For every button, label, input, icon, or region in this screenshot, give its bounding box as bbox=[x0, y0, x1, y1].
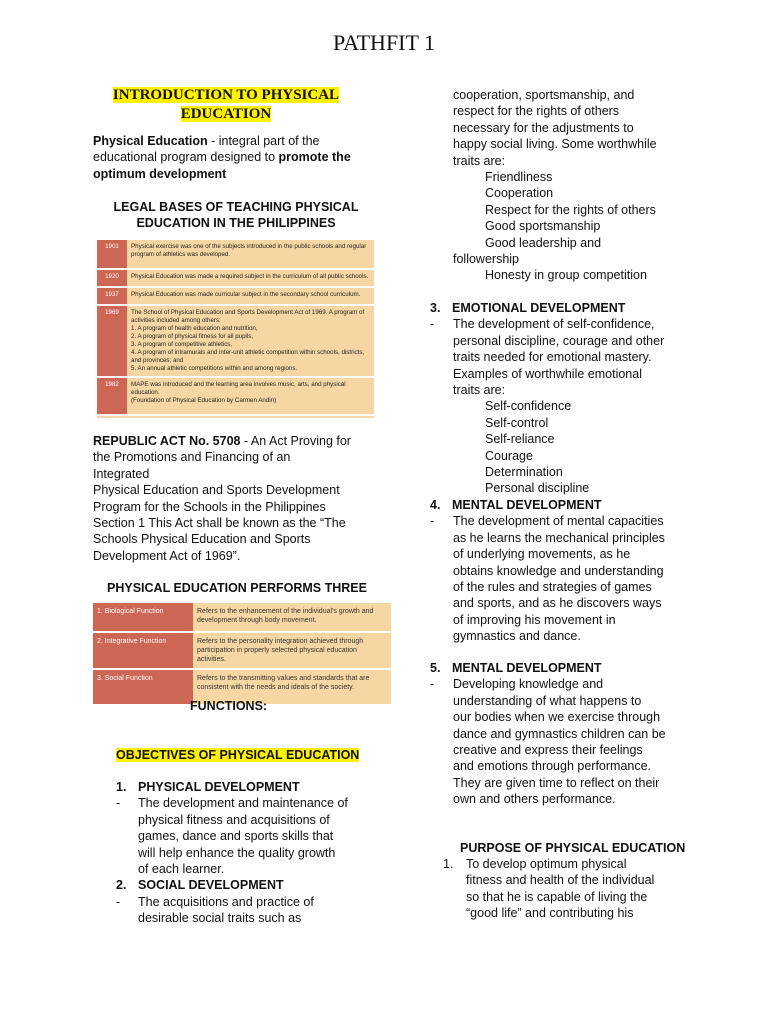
social-trait-wrap: followership bbox=[453, 252, 520, 267]
emotional-trait: Self-control bbox=[485, 415, 549, 430]
pe-def-bold: promote the optimum development bbox=[93, 150, 351, 181]
legal-year: 1901 bbox=[97, 240, 127, 269]
objective-line: physical fitness and acquisitions of bbox=[138, 812, 330, 827]
objective-emotional bbox=[430, 300, 720, 645]
emotional-trait: Self-confidence bbox=[485, 399, 572, 414]
ra-title: REPUBLIC ACT No. 5708 bbox=[93, 434, 241, 448]
legal-text-block bbox=[127, 377, 374, 415]
objective-line: traits are: bbox=[453, 383, 506, 398]
objective-number: 3. bbox=[430, 301, 441, 315]
legal-text: Physical Education was made curricular subject in the secondary school curriculum. bbox=[127, 287, 374, 305]
function-row bbox=[93, 603, 391, 632]
pe-definition bbox=[93, 133, 353, 182]
ra-line: Schools Physical Education and Sports bbox=[93, 532, 311, 547]
objective-line: The development of mental capacities bbox=[453, 514, 664, 529]
objective-line: dance and gymnastics children can be bbox=[453, 726, 666, 741]
pe-term: Physical Education bbox=[93, 134, 208, 148]
objective-line: and sports, and as he discovers ways bbox=[453, 596, 662, 611]
functions-table bbox=[93, 603, 391, 706]
objective-number: 2. bbox=[116, 878, 127, 893]
functions-label: FUNCTIONS: bbox=[190, 699, 268, 713]
purpose-line: fitness and health of the individual bbox=[466, 873, 655, 888]
ra-line-1 bbox=[93, 433, 368, 449]
legal-year: 1969 bbox=[97, 305, 127, 377]
objective-line: and emotions through performance. bbox=[453, 759, 652, 774]
republic-act bbox=[93, 433, 368, 564]
objective-line: of underlying movements, as he bbox=[453, 547, 631, 562]
social-line: necessary for the adjustments to bbox=[453, 120, 634, 135]
dash-bullet: - bbox=[430, 677, 435, 692]
objective-line: Examples of worthwhile emotional bbox=[453, 366, 642, 381]
objectives-heading bbox=[116, 747, 359, 763]
objective-line: of each learner. bbox=[138, 862, 225, 877]
objective-line: gymnastics and dance. bbox=[453, 629, 581, 644]
legal-row-1920 bbox=[97, 269, 374, 287]
ra-line: Development Act of 1969”. bbox=[93, 548, 241, 563]
legal-year: 1937 bbox=[97, 287, 127, 305]
legal-row-1969 bbox=[97, 305, 374, 377]
objective-line: personal discipline, courage and other bbox=[453, 333, 665, 348]
page-title: PATHFIT 1 bbox=[332, 30, 436, 55]
objective-line: our bodies when we exercise through bbox=[453, 710, 661, 725]
objective-line: The development of self-confidence, bbox=[453, 317, 655, 332]
legal-row-1982 bbox=[97, 377, 374, 415]
function-row bbox=[93, 632, 391, 669]
legal-heading bbox=[93, 199, 379, 232]
objective-line: They are given time to reflect on their bbox=[453, 775, 660, 790]
social-line: respect for the rights of others bbox=[453, 104, 620, 119]
objective-line: will help enhance the quality growth bbox=[138, 845, 336, 860]
intro-heading-line1: INTRODUCTION TO PHYSICAL bbox=[112, 87, 340, 103]
purpose-number: 1. bbox=[443, 857, 454, 871]
dash-bullet: - bbox=[116, 894, 121, 909]
ra-line: Physical Education and Sports Development bbox=[93, 483, 340, 498]
purpose-line: so that he is capable of living the bbox=[466, 889, 648, 904]
emotional-trait: Determination bbox=[485, 465, 563, 480]
dash-bullet: - bbox=[430, 317, 435, 332]
social-trait: Cooperation bbox=[485, 186, 554, 201]
purpose-line: To develop optimum physical bbox=[466, 857, 627, 871]
objective-line: The acquisitions and practice of bbox=[138, 894, 314, 909]
ra-line-text: - An Act Proving for bbox=[240, 434, 351, 448]
performs-heading: PHYSICAL EDUCATION PERFORMS THREE bbox=[107, 581, 367, 595]
function-desc: Refers to the enhancement of the individual's growth and development through body movement. bbox=[193, 603, 391, 632]
function-name: 2. Integrative Function bbox=[93, 632, 193, 669]
function-desc: Refers to the personality integration achieved through participation in properly selected physical education activities. bbox=[193, 632, 391, 669]
legal-note: (Foundation of Physical Education by Carmen Andin) bbox=[131, 397, 277, 404]
intro-heading bbox=[100, 86, 352, 124]
legal-row-1901 bbox=[97, 240, 374, 269]
social-trait: Respect for the rights of others bbox=[485, 202, 656, 217]
legal-bases-table bbox=[97, 240, 374, 418]
legal-item: 4. A program of intramurals and inter-unit athletic competition within schools, districts, and provinces; and bbox=[131, 349, 365, 364]
objective-line: Developing knowledge and bbox=[453, 677, 604, 692]
objective-line: of the rules and strategies of games bbox=[453, 579, 652, 594]
ra-line: Integrated bbox=[93, 466, 150, 481]
purpose-item bbox=[443, 856, 713, 922]
objective-number: 4. bbox=[430, 497, 441, 512]
objective-number: 1. bbox=[116, 780, 127, 794]
social-trait: Good leadership and bbox=[485, 235, 602, 250]
function-desc: Refers to the transmitting values and standards that are consistent with the needs and ideals of the society. bbox=[193, 669, 391, 705]
objective-title: PHYSICAL DEVELOPMENT bbox=[138, 780, 300, 794]
ra-line: Section 1 This Act shall be known as the “The bbox=[93, 516, 346, 531]
legal-text: Physical Education was made a required subject in the curriculum of all public schools. bbox=[127, 269, 374, 287]
legal-heading-line1: LEGAL BASES OF TEACHING PHYSICAL bbox=[113, 200, 359, 214]
objective-number: 5. bbox=[430, 661, 441, 675]
legal-item: 3. A program of competitive athletics, bbox=[131, 341, 233, 348]
legal-item: 2. A program of physical fitness for all pupils, bbox=[131, 333, 254, 340]
social-continuation bbox=[453, 87, 713, 284]
emotional-trait: Courage bbox=[485, 448, 533, 463]
objective-title: MENTAL DEVELOPMENT bbox=[452, 661, 602, 675]
objective-line: understanding of what happens to bbox=[453, 693, 642, 708]
objective-line: desirable social traits such as bbox=[138, 911, 302, 926]
social-trait: Honesty in group competition bbox=[485, 268, 647, 283]
objective-line: games, dance and sports skills that bbox=[138, 829, 334, 844]
objective-line: as he learns the mechanical principles bbox=[453, 530, 665, 545]
intro-heading-line2: EDUCATION bbox=[180, 106, 272, 122]
function-name: 3. Social Function bbox=[93, 669, 193, 705]
legal-row-1937 bbox=[97, 287, 374, 305]
objectives-heading-text: OBJECTIVES OF PHYSICAL EDUCATION bbox=[116, 748, 360, 762]
legal-text: MAPE was introduced and the learning area involves music, arts, and physical education. bbox=[131, 381, 346, 396]
objective-line: creative and express their feelings bbox=[453, 743, 643, 758]
dash-bullet: - bbox=[116, 796, 121, 811]
legal-text-block bbox=[127, 305, 374, 377]
function-name: 1. Biological Function bbox=[93, 603, 193, 632]
pe-def-text: - integral part of the educational program designed to bbox=[93, 134, 320, 165]
purpose-heading: PURPOSE OF PHYSICAL EDUCATION bbox=[460, 841, 686, 855]
objective-mental-2 bbox=[430, 660, 720, 808]
emotional-trait: Self-reliance bbox=[485, 432, 555, 447]
legal-text: The School of Physical Education and Sports Development Act of 1969. A program of activities included among others: bbox=[131, 309, 365, 324]
objective-line: of improving his movement in bbox=[453, 612, 616, 627]
objective-physical bbox=[116, 779, 386, 927]
legal-heading-line2: EDUCATION IN THE PHILIPPINES bbox=[136, 216, 336, 231]
social-trait: Friendliness bbox=[485, 170, 553, 185]
legal-item: 1. A program of health education and nutrition, bbox=[131, 325, 258, 332]
legal-year: 1920 bbox=[97, 269, 127, 287]
dash-bullet: - bbox=[430, 514, 435, 529]
objective-title: EMOTIONAL DEVELOPMENT bbox=[452, 301, 626, 315]
objective-title: SOCIAL DEVELOPMENT bbox=[138, 878, 284, 893]
ra-line: Program for the Schools in the Philippines bbox=[93, 499, 326, 514]
legal-year: 1982 bbox=[97, 377, 127, 415]
social-line: cooperation, sportsmanship, and bbox=[453, 88, 635, 102]
objective-line: traits needed for emotional mastery. bbox=[453, 350, 652, 365]
legal-item: 5. An annual athletic competitions within and among regions. bbox=[131, 365, 298, 372]
social-line: traits are: bbox=[453, 153, 506, 168]
ra-line: the Promotions and Financing of an bbox=[93, 450, 291, 465]
purpose-line: “good life” and contributing his bbox=[466, 906, 634, 921]
social-trait: Good sportsmanship bbox=[485, 219, 601, 234]
emotional-trait: Personal discipline bbox=[485, 481, 590, 496]
objective-line: obtains knowledge and understanding bbox=[453, 563, 664, 578]
legal-text: Physical exercise was one of the subjects introduced in the public schools and regular program of athletics was developed. bbox=[127, 240, 374, 269]
objective-title: MENTAL DEVELOPMENT bbox=[452, 497, 602, 512]
objective-line: The development and maintenance of bbox=[138, 796, 348, 811]
social-line: happy social living. Some worthwhile bbox=[453, 137, 657, 152]
objective-line: own and others performance. bbox=[453, 792, 616, 807]
